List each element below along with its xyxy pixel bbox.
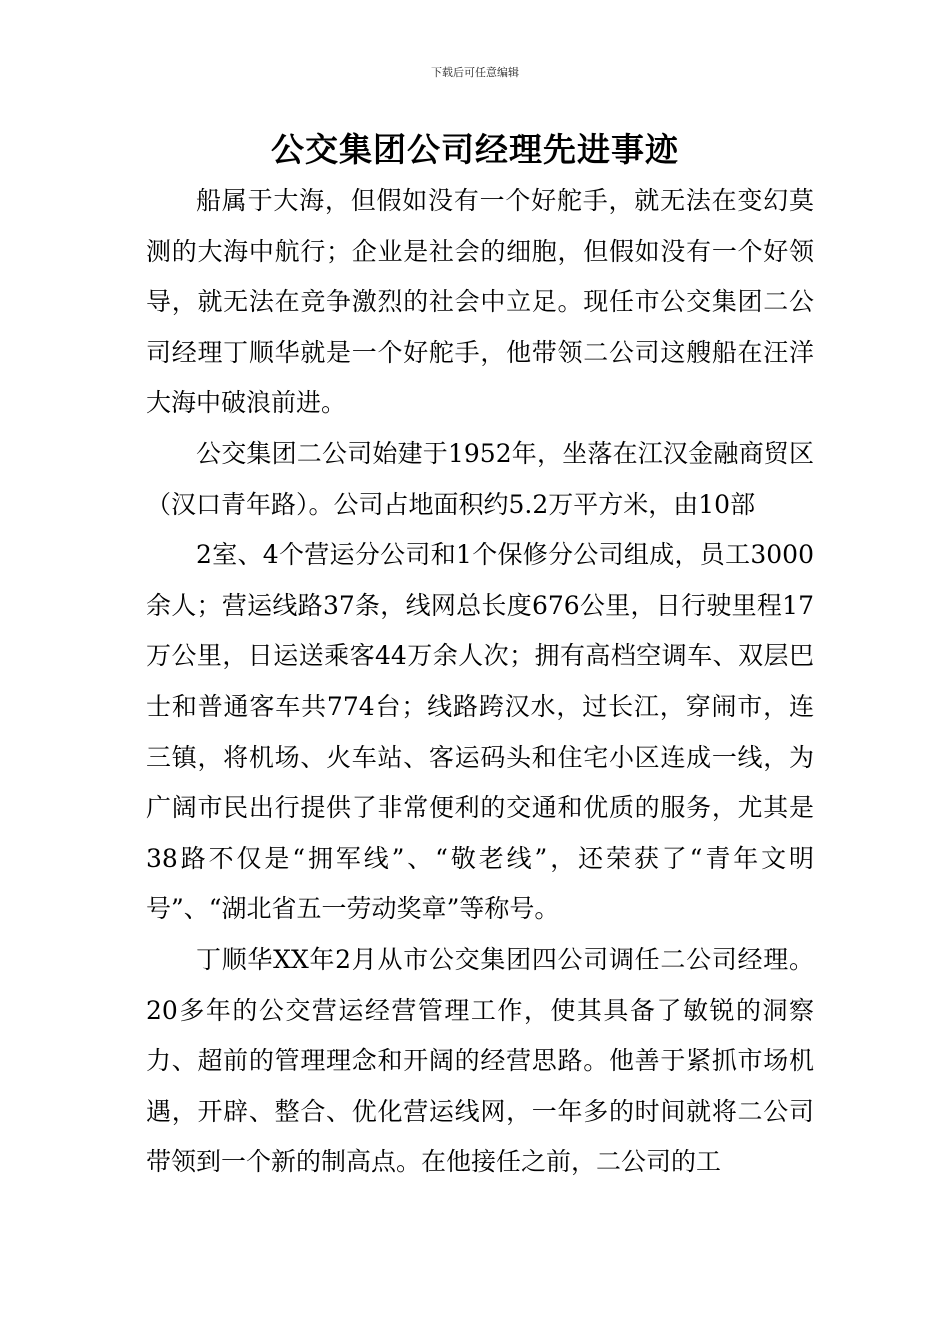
paragraph-4: 丁顺华XX年2月从市公交集团四公司调任二公司经理。20多年的公交营运经营管理工作，使其具备了敏锐的洞察力、超前的管理理念和开阔的经营思路。他善于紧抓市场机遇，开辟、整合、优化营运线网，一年多的时间就将二公司带领到一个新的制高点。在他接任之前，二公司的工 xyxy=(146,944,814,1177)
paragraph-1: 船属于大海，但假如没有一个好舵手，就无法在变幻莫测的大海中航行；企业是社会的细胞，但假如没有一个好领导，就无法在竞争激烈的社会中立足。现任市公交集团二公司经理丁顺华就是一个好舵手，他带领二公司这艘船在汪洋大海中破浪前进。 xyxy=(146,186,814,418)
document-body xyxy=(146,176,814,1188)
header-note: 下载后可任意编辑 xyxy=(431,66,519,79)
document-title: 公交集团公司经理先进事迹 xyxy=(271,130,679,169)
paragraph-2: 公交集团二公司始建于1952年，坐落在江汉金融商贸区（汉口青年路）。公司占地面积约5.2万平方米，由10部 xyxy=(146,438,814,519)
paragraph-3: 2室、4个营运分公司和1个保修分公司组成，员工3000余人；营运线路37条，线网总长度676公里，日行驶里程17万公里，日运送乘客44万余人次；拥有高档空调车、双层巴士和普通客车共774台；线路跨汉水，过长江，穿闹市，连三镇，将机场、火车站、客运码头和住宅小区连成一线，为广阔市民出行提供了非常便利的交通和优质的服务，尤其是38路不仅是“拥军线”、“敬老线”，还荣获了“青年文明号”、“湖北省五一劳动奖章”等称号。 xyxy=(146,540,814,924)
